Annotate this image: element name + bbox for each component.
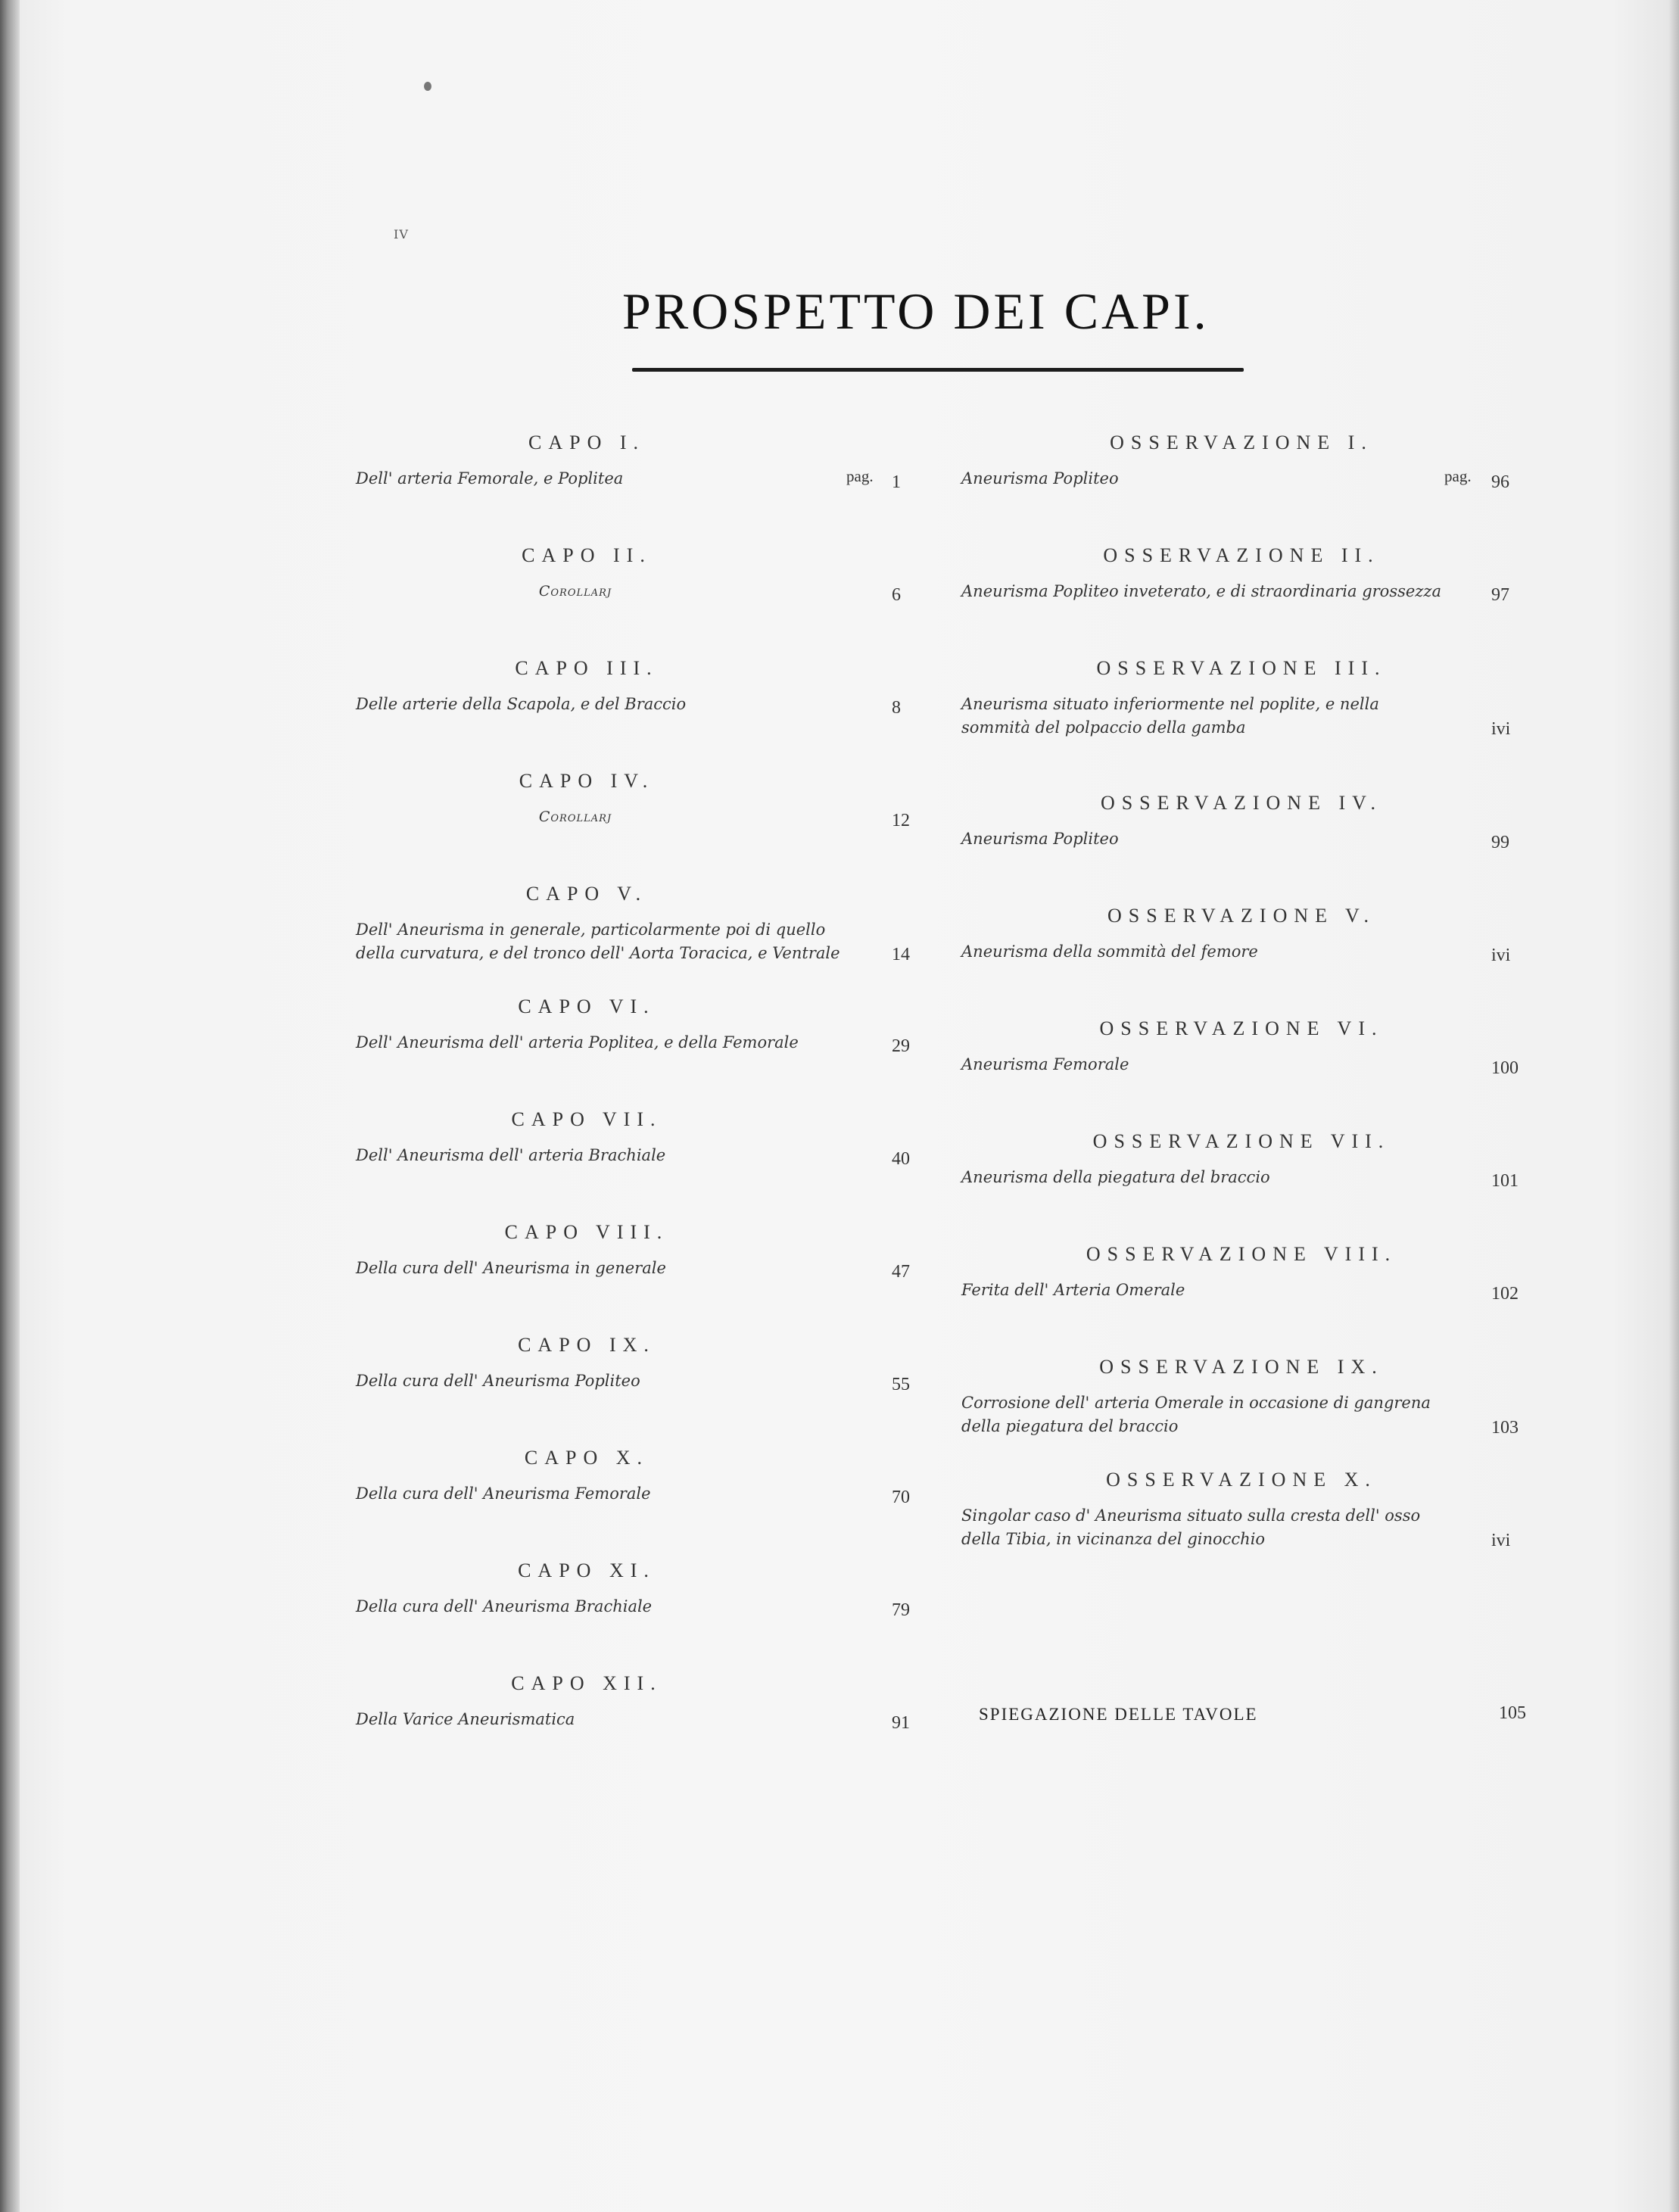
observation-page-number: ivi (1491, 1531, 1511, 1550)
observation-description: Aneurisma Popliteo inveterato, e di straordinaria grossezza (961, 582, 1441, 600)
observation-heading: OSSERVAZIONE IX. (1099, 1356, 1384, 1378)
observation-page-number: 101 (1491, 1171, 1519, 1191)
chapter-page-number: 47 (892, 1262, 910, 1282)
chapter-heading: CAPO VIII. (504, 1221, 669, 1243)
chapter-page-number: 12 (892, 811, 910, 830)
observation-description: Aneurisma Popliteo (961, 830, 1119, 848)
observation-page-number: ivi (1491, 946, 1511, 965)
observation-description: Aneurisma Popliteo (961, 469, 1119, 488)
chapter-row (356, 1595, 931, 1621)
observation-heading: OSSERVAZIONE II. (1103, 544, 1380, 566)
observation-row (961, 1391, 1522, 1438)
chapter-entry (356, 879, 931, 992)
chapter-entry (356, 541, 931, 653)
chapter-heading: CAPO XI. (518, 1559, 656, 1581)
chapter-heading: CAPO IX. (518, 1334, 656, 1356)
observation-heading: OSSERVAZIONE III. (1096, 657, 1387, 679)
observation-heading: OSSERVAZIONE VI. (1099, 1017, 1384, 1039)
observation-entry (961, 788, 1522, 901)
observation-row (961, 1279, 1522, 1304)
chapter-heading: CAPO II. (522, 544, 652, 566)
observation-heading: OSSERVAZIONE I. (1110, 431, 1373, 453)
chapter-row (356, 467, 931, 493)
chapter-page-number: 29 (892, 1036, 910, 1056)
observation-entry (961, 653, 1522, 788)
observation-row (961, 580, 1522, 606)
title-rule (632, 368, 1244, 372)
chapter-heading: CAPO VI. (518, 995, 656, 1017)
chapter-description: Della cura dell' Aneurisma Femorale (356, 1485, 651, 1503)
chapter-page-number: 70 (892, 1488, 910, 1507)
chapter-entry (356, 1217, 931, 1330)
page-right-edge (1668, 0, 1679, 2212)
chapter-page-number: 91 (892, 1713, 910, 1733)
chapter-entry (356, 1330, 931, 1443)
observation-row (961, 1166, 1522, 1192)
chapter-row (356, 1144, 931, 1170)
observation-description: Ferita dell' Arteria Omerale (961, 1281, 1185, 1299)
chapter-heading: CAPO IV. (519, 770, 655, 792)
observation-heading: OSSERVAZIONE VIII. (1086, 1243, 1397, 1265)
chapter-page-number: 6 (892, 585, 901, 605)
observations-column (961, 428, 1522, 1578)
observation-page-number: 102 (1491, 1284, 1519, 1304)
observation-row (961, 693, 1522, 740)
chapter-row (356, 918, 931, 965)
folio-number: IV (394, 227, 409, 241)
observation-entry (961, 1239, 1522, 1352)
observation-page-number: 96 (1491, 472, 1509, 492)
chapter-entry (356, 1443, 931, 1556)
observation-row (961, 940, 1522, 966)
chapter-description: Corollarj (538, 808, 612, 825)
chapter-description: Della cura dell' Aneurisma Popliteo (356, 1372, 640, 1390)
observation-entry (961, 901, 1522, 1014)
page-label: pag. (846, 467, 874, 485)
chapter-description: Dell' Aneurisma dell' arteria Brachiale (356, 1146, 666, 1164)
observation-heading: OSSERVAZIONE IV. (1100, 792, 1383, 814)
chapter-entry (356, 1104, 931, 1217)
chapter-entry (356, 1668, 931, 1781)
chapter-description: Della Varice Aneurismatica (356, 1710, 575, 1728)
observation-heading: OSSERVAZIONE V. (1107, 905, 1375, 927)
chapter-entry (356, 992, 931, 1104)
observation-description: Aneurisma della sommità del femore (961, 942, 1258, 961)
chapter-row (356, 580, 931, 606)
observation-description: Singolar caso d' Aneurisma situato sulla cresta dell' osso della Tibia, in vicinanza del ginocchio (961, 1506, 1421, 1548)
observation-heading: OSSERVAZIONE X. (1106, 1469, 1377, 1491)
observation-page-number: 99 (1491, 833, 1509, 852)
page-title: PROSPETTO DEI CAPI. (622, 282, 1210, 340)
spiegazione-page: 105 (1499, 1703, 1526, 1723)
chapter-description: Della cura dell' Aneurisma Brachiale (356, 1597, 653, 1615)
page-label: pag. (1444, 467, 1472, 485)
chapter-description: Dell' Aneurisma dell' arteria Poplitea, e della Femorale (356, 1033, 799, 1051)
observation-entry (961, 1465, 1522, 1578)
observation-page-number: 103 (1491, 1418, 1519, 1438)
chapter-page-number: 40 (892, 1149, 910, 1169)
chapter-page-number: 1 (892, 472, 901, 492)
observation-entry (961, 428, 1522, 541)
chapter-page-number: 55 (892, 1375, 910, 1394)
observation-page-number: 97 (1491, 585, 1509, 605)
chapter-entry (356, 766, 931, 879)
chapter-row (356, 1482, 931, 1508)
chapter-row (356, 1031, 931, 1057)
observation-page-number: 100 (1491, 1058, 1519, 1078)
ink-spot (424, 82, 431, 91)
chapters-column (356, 428, 931, 1781)
observation-entry (961, 541, 1522, 653)
chapter-description: Dell' Aneurisma in generale, particolarmente poi di quello della curvatura, e del tronco dell' Aorta Toracica, e Ventrale (356, 921, 840, 962)
spiegazione-title: SPIEGAZIONE DELLE TAVOLE (979, 1705, 1258, 1724)
chapter-row (356, 693, 931, 718)
chapter-description: Dell' arteria Femorale, e Poplitea (356, 469, 624, 488)
observation-row (961, 1504, 1522, 1551)
observation-page-number: ivi (1491, 719, 1511, 739)
observation-description: Corrosione dell' arteria Omerale in occasione di gangrena della piegatura del braccio (961, 1394, 1431, 1435)
chapter-page-number: 14 (892, 945, 910, 964)
observation-entry (961, 1352, 1522, 1465)
observation-description: Aneurisma Femorale (961, 1055, 1129, 1073)
chapter-row (356, 805, 931, 831)
chapter-entry (356, 428, 931, 541)
page-left-edge (0, 0, 20, 2212)
chapter-heading: CAPO III. (515, 657, 659, 679)
observation-description: Aneurisma della piegatura del braccio (961, 1168, 1270, 1186)
observation-entry (961, 1126, 1522, 1239)
observation-row (961, 467, 1522, 493)
chapter-description: Della cura dell' Aneurisma in generale (356, 1259, 666, 1277)
chapter-heading: CAPO I. (528, 431, 645, 453)
observation-row (961, 1053, 1522, 1079)
observation-description: Aneurisma situato inferiormente nel poplite, e nella sommità del polpaccio della gamba (961, 695, 1379, 737)
chapter-entry (356, 1556, 931, 1668)
chapter-description: Corollarj (538, 583, 612, 600)
chapter-heading: CAPO XII. (511, 1672, 662, 1694)
observation-row (961, 827, 1522, 853)
observation-heading: OSSERVAZIONE VII. (1092, 1130, 1391, 1152)
chapter-page-number: 79 (892, 1600, 910, 1620)
observation-entry (961, 1014, 1522, 1126)
chapter-description: Delle arterie della Scapola, e del Braccio (356, 695, 687, 713)
chapter-entry (356, 653, 931, 766)
chapter-row (356, 1257, 931, 1282)
chapter-row (356, 1369, 931, 1395)
chapter-heading: CAPO V. (525, 883, 648, 905)
chapter-heading: CAPO VII. (511, 1108, 662, 1130)
chapter-heading: CAPO X. (524, 1447, 649, 1469)
chapter-row (356, 1708, 931, 1734)
chapter-page-number: 8 (892, 698, 901, 718)
